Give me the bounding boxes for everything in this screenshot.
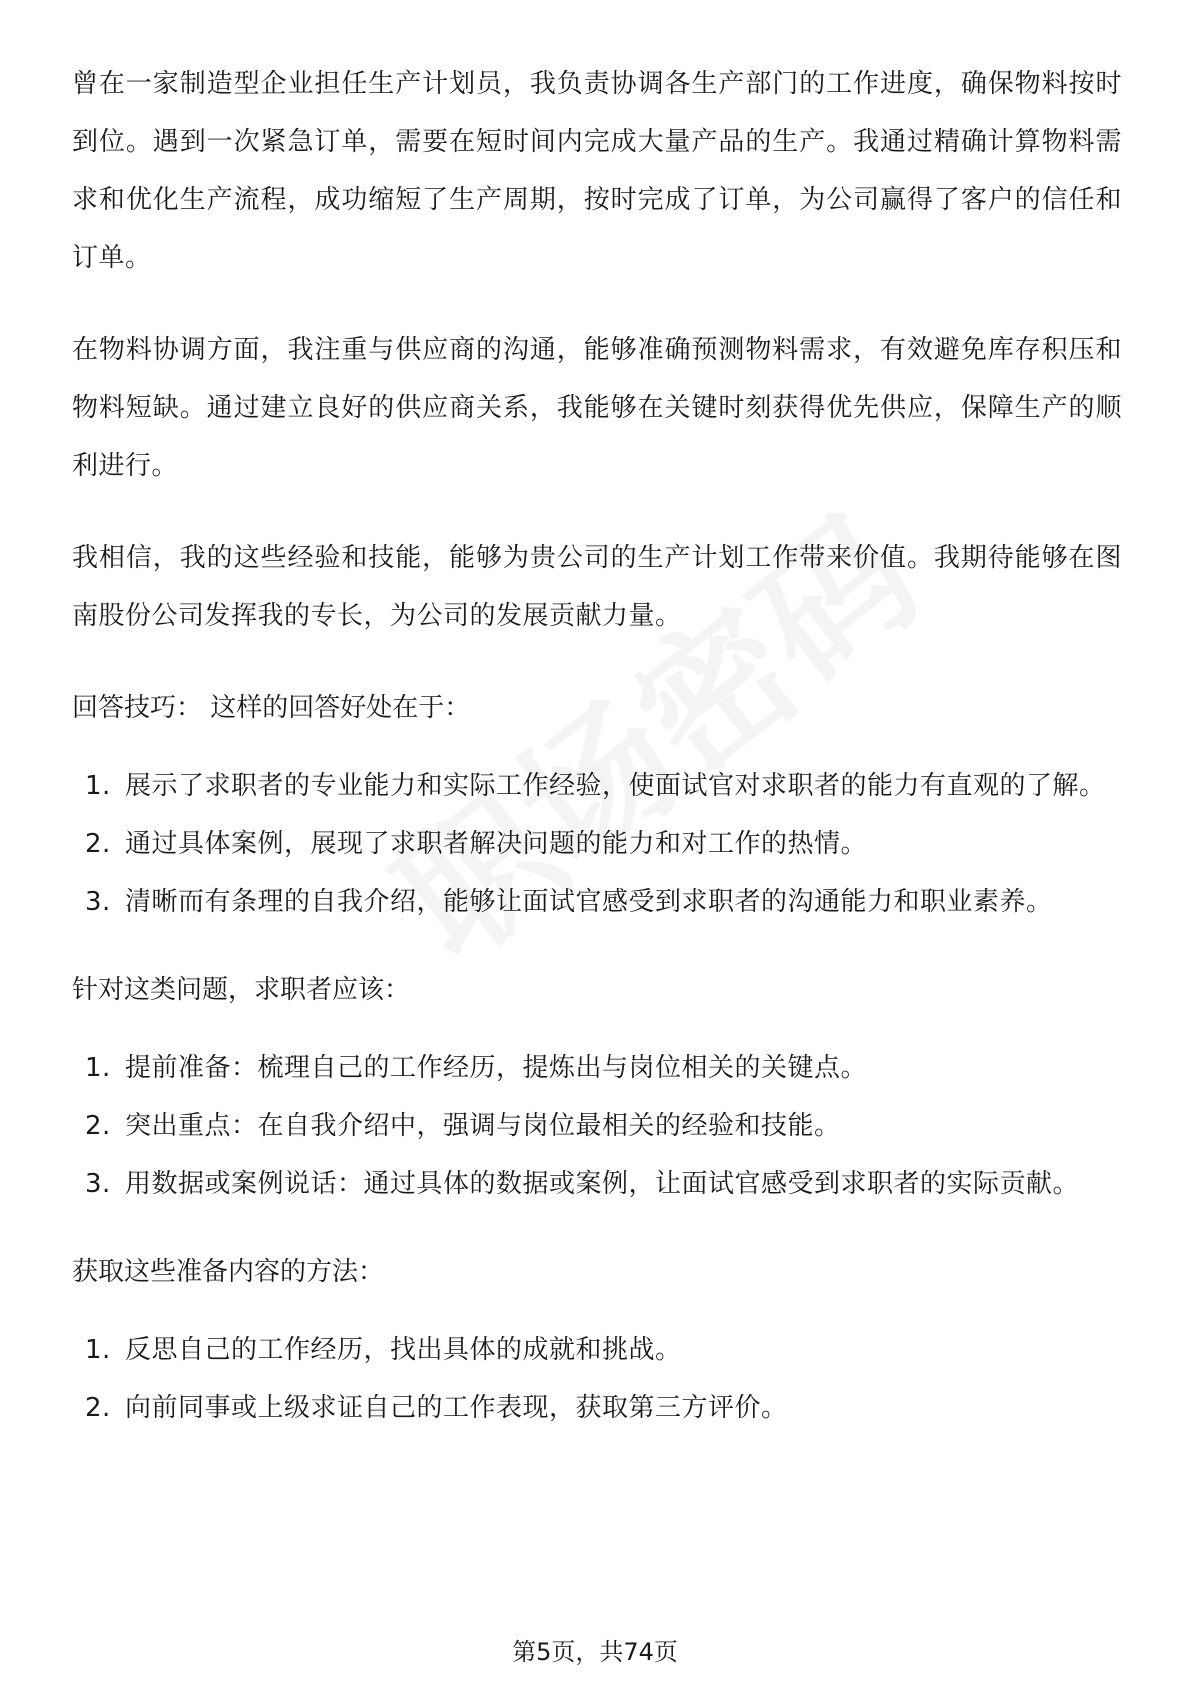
list-number: 2. <box>85 829 111 859</box>
tips-list <box>72 757 1122 931</box>
list-item <box>72 1039 1122 1097</box>
paragraph-closing: 我相信，我的这些经验和技能，能够为贵公司的生产计划工作带来价值。我期待能够在图南股份公司发挥我的专长，为公司的发展贡献力量。 <box>72 543 1122 631</box>
list-item <box>72 1097 1122 1155</box>
list-item <box>72 1155 1122 1213</box>
list-text: 展示了求职者的专业能力和实际工作经验，使面试官对求职者的能力有直观的了解。 <box>125 771 1106 801</box>
list-text: 提前准备：梳理自己的工作经历，提炼出与岗位相关的关键点。 <box>125 1053 868 1083</box>
list-item <box>72 757 1122 815</box>
list-text: 反思自己的工作经历，找出具体的成就和挑战。 <box>125 1335 682 1365</box>
list-text: 清晰而有条理的自我介绍，能够让面试官感受到求职者的沟通能力和职业素养。 <box>125 887 1053 917</box>
methods-heading: 获取这些准备内容的方法： <box>72 1257 385 1287</box>
should-heading: 针对这类问题，求职者应该： <box>72 975 411 1005</box>
paragraph-materials: 在物料协调方面，我注重与供应商的沟通，能够准确预测物料需求，有效避免库存积压和物料短缺。通过建立良好的供应商关系，我能够在关键时刻获得优先供应，保障生产的顺利进行。 <box>72 335 1122 481</box>
list-number: 2. <box>85 1111 111 1141</box>
list-number: 1. <box>85 1053 111 1083</box>
document-body <box>72 55 1122 1467</box>
methods-list <box>72 1321 1122 1437</box>
tips-heading: 回答技巧： 这样的回答好处在于： <box>72 693 471 723</box>
page-number: 第5页，共74页 <box>512 1638 678 1666</box>
list-number: 2. <box>85 1393 111 1423</box>
list-text: 通过具体案例，展现了求职者解决问题的能力和对工作的热情。 <box>125 829 868 859</box>
list-text: 突出重点：在自我介绍中，强调与岗位最相关的经验和技能。 <box>125 1111 841 1141</box>
list-number: 1. <box>85 1335 111 1365</box>
list-number: 1. <box>85 771 111 801</box>
list-text: 向前同事或上级求证自己的工作表现，获取第三方评价。 <box>125 1393 788 1423</box>
list-item <box>72 873 1122 931</box>
paragraph-experience: 曾在一家制造型企业担任生产计划员，我负责协调各生产部门的工作进度，确保物料按时到位。遇到一次紧急订单，需要在短时间内完成大量产品的生产。我通过精确计算物料需求和优化生产流程，成功缩短了生产周期，按时完成了订单，为公司赢得了客户的信任和订单。 <box>72 69 1122 273</box>
should-list <box>72 1039 1122 1213</box>
list-item <box>72 815 1122 873</box>
list-number: 3. <box>85 887 111 917</box>
list-number: 3. <box>85 1169 111 1199</box>
list-text: 用数据或案例说话：通过具体的数据或案例，让面试官感受到求职者的实际贡献。 <box>125 1169 1080 1199</box>
list-item <box>72 1321 1122 1379</box>
list-item <box>72 1379 1122 1437</box>
